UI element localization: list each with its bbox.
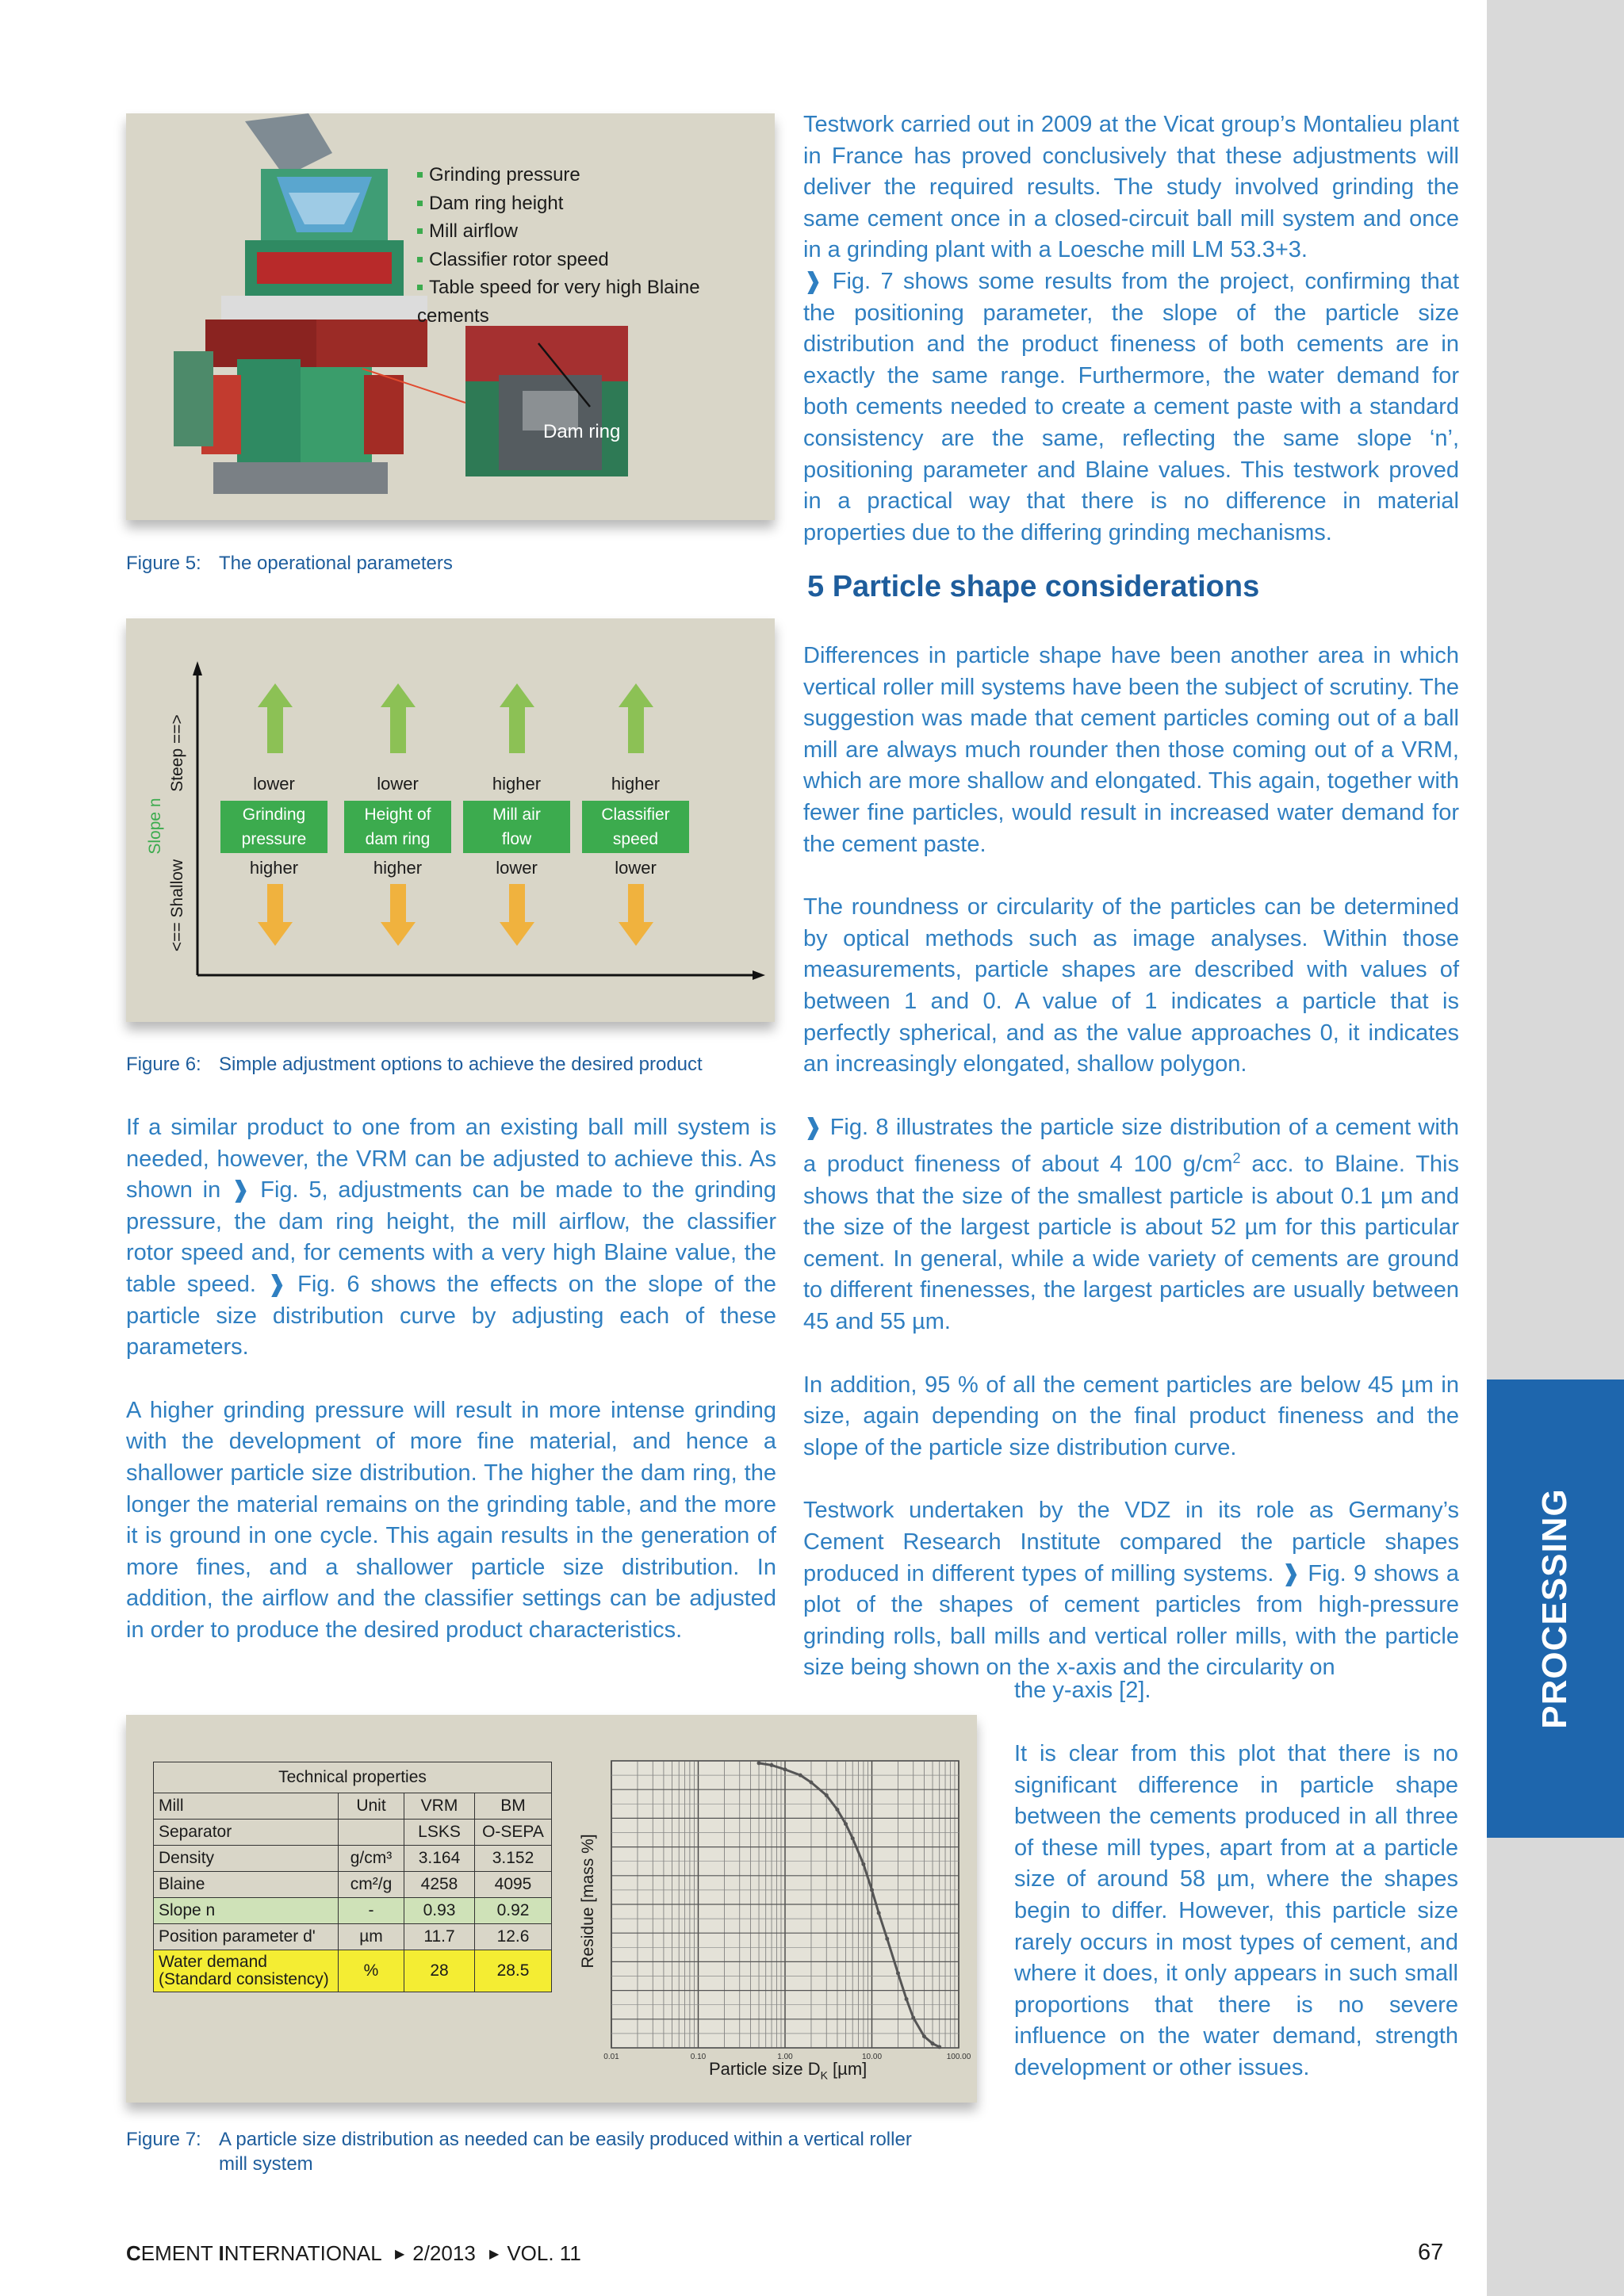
paragraph: Testwork undertaken by the VDZ in its role as Germany’s Cement Research Institute compared the particle shapes produced in different types of milling systems. ❱ Fig. 9 shows a plot of the shapes of cement particles from high-pressure grinding rolls, ball mills and vertical roller mills, with the particle size being shown on the x-axis and the circularity on xyxy=(803,1498,1459,1681)
figure-7 xyxy=(126,1715,977,2103)
section-heading: 5 Particle shape considerations xyxy=(807,570,1260,603)
paragraph: A higher grinding pressure will result in more intense grinding with the development of more fine material, and hence a shallower particle size distribution. The higher the dam ring, the longer the material remains on the grinding table, and the more it is ground in one cycle. This again results in the generation of more fines, and a shallower particle size distribution. In addition, the airflow and the classifier settings can be adjusted in order to produce the desired product characteristics. xyxy=(126,1397,776,1643)
list-item: Classifier rotor speed xyxy=(417,246,775,274)
y-label-slope: Slope n xyxy=(146,798,164,855)
data-point xyxy=(757,1761,761,1765)
page-number: 67 xyxy=(1418,2240,1444,2265)
parameter-list xyxy=(417,161,775,331)
right-column-middle xyxy=(803,641,1459,1684)
arrow-right-icon: ▶ xyxy=(394,2248,405,2261)
data-point xyxy=(861,1862,865,1866)
param-label: Height of dam ring xyxy=(364,806,431,848)
paragraph-end-line: the y-axis [2]. xyxy=(1014,1678,1151,1703)
x-tick-label: 1.00 xyxy=(777,2053,793,2061)
table-row: Blaine cm²/g 4258 4095 xyxy=(154,1872,552,1898)
down-arrows xyxy=(258,884,653,946)
paragraph: ❱ Fig. 8 illustrates the particle size distribution of a cement with a product fineness of about 4 100 $g/cm^2$ acc. to Blaine. This shows that the size of the smallest particle is about 0.1 µm and the size of the largest particle is about 52 µm for this particular cement. In general, while a wide variety of cements are ground to different finenesses, the largest particles are usually between 45 and 55 µm. xyxy=(803,1114,1459,1334)
data-point xyxy=(799,1774,802,1777)
x-tick-label: 10.00 xyxy=(861,2053,883,2061)
label-bottom: higher xyxy=(249,858,299,878)
arrow-right-icon: ▶ xyxy=(489,2248,500,2261)
table-header-row: Mill Unit VRM BM xyxy=(154,1793,552,1820)
label-top: higher xyxy=(611,774,661,794)
left-column xyxy=(126,1112,776,1647)
list-item: Dam ring height xyxy=(417,189,775,218)
label-bottom: higher xyxy=(373,858,423,878)
data-point xyxy=(835,1808,839,1812)
param-label: Mill air flow xyxy=(492,806,541,848)
figure-7-caption: Figure 7: A particle size distribution as needed can be easily produced within a vertical roller mill system xyxy=(126,2129,912,2175)
right-column-top xyxy=(803,109,1459,549)
x-tick-label: 0.10 xyxy=(690,2053,707,2061)
y-label-steep: Steep ==> xyxy=(168,714,186,792)
data-point xyxy=(905,1997,909,2001)
table-row: Slope n - 0.93 0.92 xyxy=(154,1898,552,1924)
x-tick-label: 0.01 xyxy=(603,2053,619,2061)
figure-5 xyxy=(126,113,775,520)
paragraph: If a similar product to one from an existing ball mill system is needed, however, the VRM can be adjusted to achieve this. As shown in ❱ Fig. 5, adjustments can be made to the grinding pressure, the dam ring height, the mill airflow, the classifier rotor speed and, for cements with a very high Blaine value, the table speed. ❱ Fig. 6 shows the effects on the slope of the particle size distribution curve by adjusting each of these parameters. xyxy=(126,1115,776,1360)
data-point xyxy=(870,1888,874,1892)
side-strip xyxy=(1487,0,1624,2296)
table-row-water-demand: Water demand (Standard consistency) % 28 28.5 xyxy=(154,1950,552,1992)
label-top: higher xyxy=(492,774,542,794)
paragraph: It is clear from this plot that there is no significant difference in particle shape between the cements produced in all three of these mill types, apart from at a particle size of around 58 µm, where the shapes begin to differ. However, this particle size rarely occurs in most types of cement, and where it does, it only appears in such small proportions that there is no severe influence on the water demand, strength development or other issues. xyxy=(1014,1741,1458,2080)
y-label-shallow: <== Shallow xyxy=(168,859,186,952)
label-top: lower xyxy=(377,774,419,794)
paragraph: The roundness or circularity of the particles can be determined by optical methods such as image analyses. Within those measurements, particle shapes are described with values of between 1 and 0. A value of 1 indicates a particle that is perfectly spherical, and as the value approaches 0, it indicates an increasingly elongated, shallow polygon. xyxy=(803,894,1459,1077)
figure-6-caption: Figure 6: Simple adjustment options to achieve the desired product xyxy=(126,1054,703,1075)
up-arrows xyxy=(258,683,653,753)
figure-5-caption: Figure 5: The operational parameters xyxy=(126,553,453,574)
paragraph: In addition, 95 % of all the cement particles are below 45 µm in size, again depending on the final product fineness and the slope of the particle size distribution curve. xyxy=(803,1372,1459,1460)
table-row: Density g/cm³ 3.164 3.152 xyxy=(154,1846,552,1872)
chart-y-label: Residue [mass %] xyxy=(579,1834,597,1969)
table-title: Technical properties xyxy=(154,1762,552,1793)
data-point xyxy=(783,1767,787,1771)
label-bottom: lower xyxy=(496,858,538,878)
data-point xyxy=(770,1763,774,1767)
data-point xyxy=(877,1911,881,1915)
table-row: Position parameter d' µm 11.7 12.6 xyxy=(154,1924,552,1950)
label-bottom: lower xyxy=(615,858,657,878)
magazine-footer: CEMENT INTERNATIONAL ▶ 2/2013 ▶ VOL. 11 xyxy=(126,2241,581,2265)
data-point xyxy=(851,1836,855,1840)
section-tab-label: PROCESSING xyxy=(1535,1488,1574,1729)
x-tick-label: 100.00 xyxy=(946,2053,971,2061)
label-top: lower xyxy=(253,774,295,794)
data-point xyxy=(931,2042,935,2045)
dam-ring-label: Dam ring xyxy=(543,421,621,442)
paragraph: Testwork carried out in 2009 at the Vicat group’s Montalieu plant in France has proved conclusively that these adjustments will deliver the required results. The study involved grinding the same cement once in a closed-circuit ball mill system and once in a grinding plant with a Loesche mill LM 53.3+3. ❱ Fig. 7 shows some results from the project, confirming that the positioning parameter, the slope of the particle size distribution and the product fineness of both cements are in exactly the same range. Furthermore, the water demand for both cements needed to create a cement paste with a standard consistency are the same, reflecting the same slope ‘n’, positioning parameter and Blaine values. This testwork proved in a practical way that there is no difference in material properties due to the differing grinding mechanisms. xyxy=(803,112,1459,545)
data-point xyxy=(937,2045,941,2049)
list-item: Table speed for very high Blaine cements xyxy=(417,277,700,327)
data-point xyxy=(922,2034,926,2038)
data-point xyxy=(911,2015,915,2019)
data-point xyxy=(844,1822,848,1826)
table-row: Separator LSKS O-SEPA xyxy=(154,1820,552,1846)
figure-6 xyxy=(126,618,775,1022)
param-label: Classifier speed xyxy=(601,806,670,848)
paragraph: Differences in particle shape have been another area in which vertical roller mill systems have been the subject of scrutiny. The suggestion was made that cement particles coming out of a ball mill are always much rounder then those coming out of a VRM, which are more shallow and elongated. This again, together with fewer fine particles, would result in increased water demand for the cement paste. xyxy=(803,643,1459,857)
particle-size-chart xyxy=(126,1715,977,2103)
param-label: Grinding pressure xyxy=(241,806,307,848)
chart-x-label: Particle size $D_K$ [µm] xyxy=(709,2059,868,2082)
data-point xyxy=(809,1781,813,1785)
list-item: Mill airflow xyxy=(417,217,775,246)
data-point xyxy=(885,1937,889,1941)
data-point xyxy=(825,1793,829,1797)
data-point xyxy=(896,1971,900,1975)
list-item: Grinding pressure xyxy=(417,161,775,189)
